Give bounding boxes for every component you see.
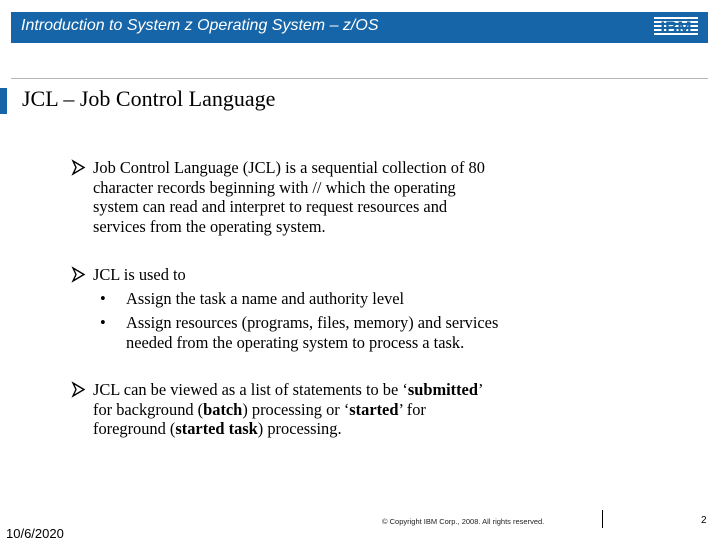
page-number: 2 — [701, 515, 707, 526]
keyword-started: started — [349, 399, 399, 419]
course-title: Introduction to System z Operating System – z/OS — [21, 17, 379, 34]
title-rule — [11, 78, 708, 79]
copyright-notice: © Copyright IBM Corp., 2008. All rights reserved. — [382, 517, 545, 526]
arrow-bullet-icon — [70, 381, 87, 398]
arrow-bullet-icon — [70, 159, 87, 176]
title-accent-bar — [0, 88, 7, 114]
bullet-line: services from the operating system. — [93, 216, 326, 236]
sub-bullet-line: needed from the operating system to process a task. — [126, 332, 465, 352]
slide-title: JCL – Job Control Language — [22, 86, 276, 111]
header-bar — [11, 12, 708, 43]
dot-bullet-icon: • — [100, 313, 106, 332]
bullet-line: foreground (started task) processing. — [93, 419, 342, 438]
footer-date: 10/6/2020 — [6, 526, 64, 541]
bullet-line: system can read and interpret to request resources and — [93, 197, 448, 216]
bullet-line: JCL can be viewed as a list of statements to be ‘submitted’ — [93, 380, 484, 399]
bullet-line: JCL is used to — [93, 265, 186, 284]
ibm-logo — [654, 17, 698, 37]
keyword-submitted: submitted — [407, 380, 478, 399]
keyword-started-task: started task — [175, 419, 258, 438]
footer-divider — [602, 510, 603, 528]
sub-bullet-line: Assign the task a name and authority level — [126, 289, 405, 308]
dot-bullet-icon: • — [100, 289, 106, 308]
keyword-batch: batch — [203, 399, 243, 419]
bullet-line: character records beginning with // which the operating — [93, 177, 456, 197]
sub-bullet-line: Assign resources (programs, files, memory) and services — [126, 313, 499, 332]
ibm-logo-text: IBM — [660, 18, 692, 37]
bullet-line: Job Control Language (JCL) is a sequential collection of 80 — [93, 158, 485, 177]
bullet-line: for background (batch) processing or ‘started’ for — [93, 399, 426, 419]
arrow-bullet-icon — [70, 266, 87, 283]
